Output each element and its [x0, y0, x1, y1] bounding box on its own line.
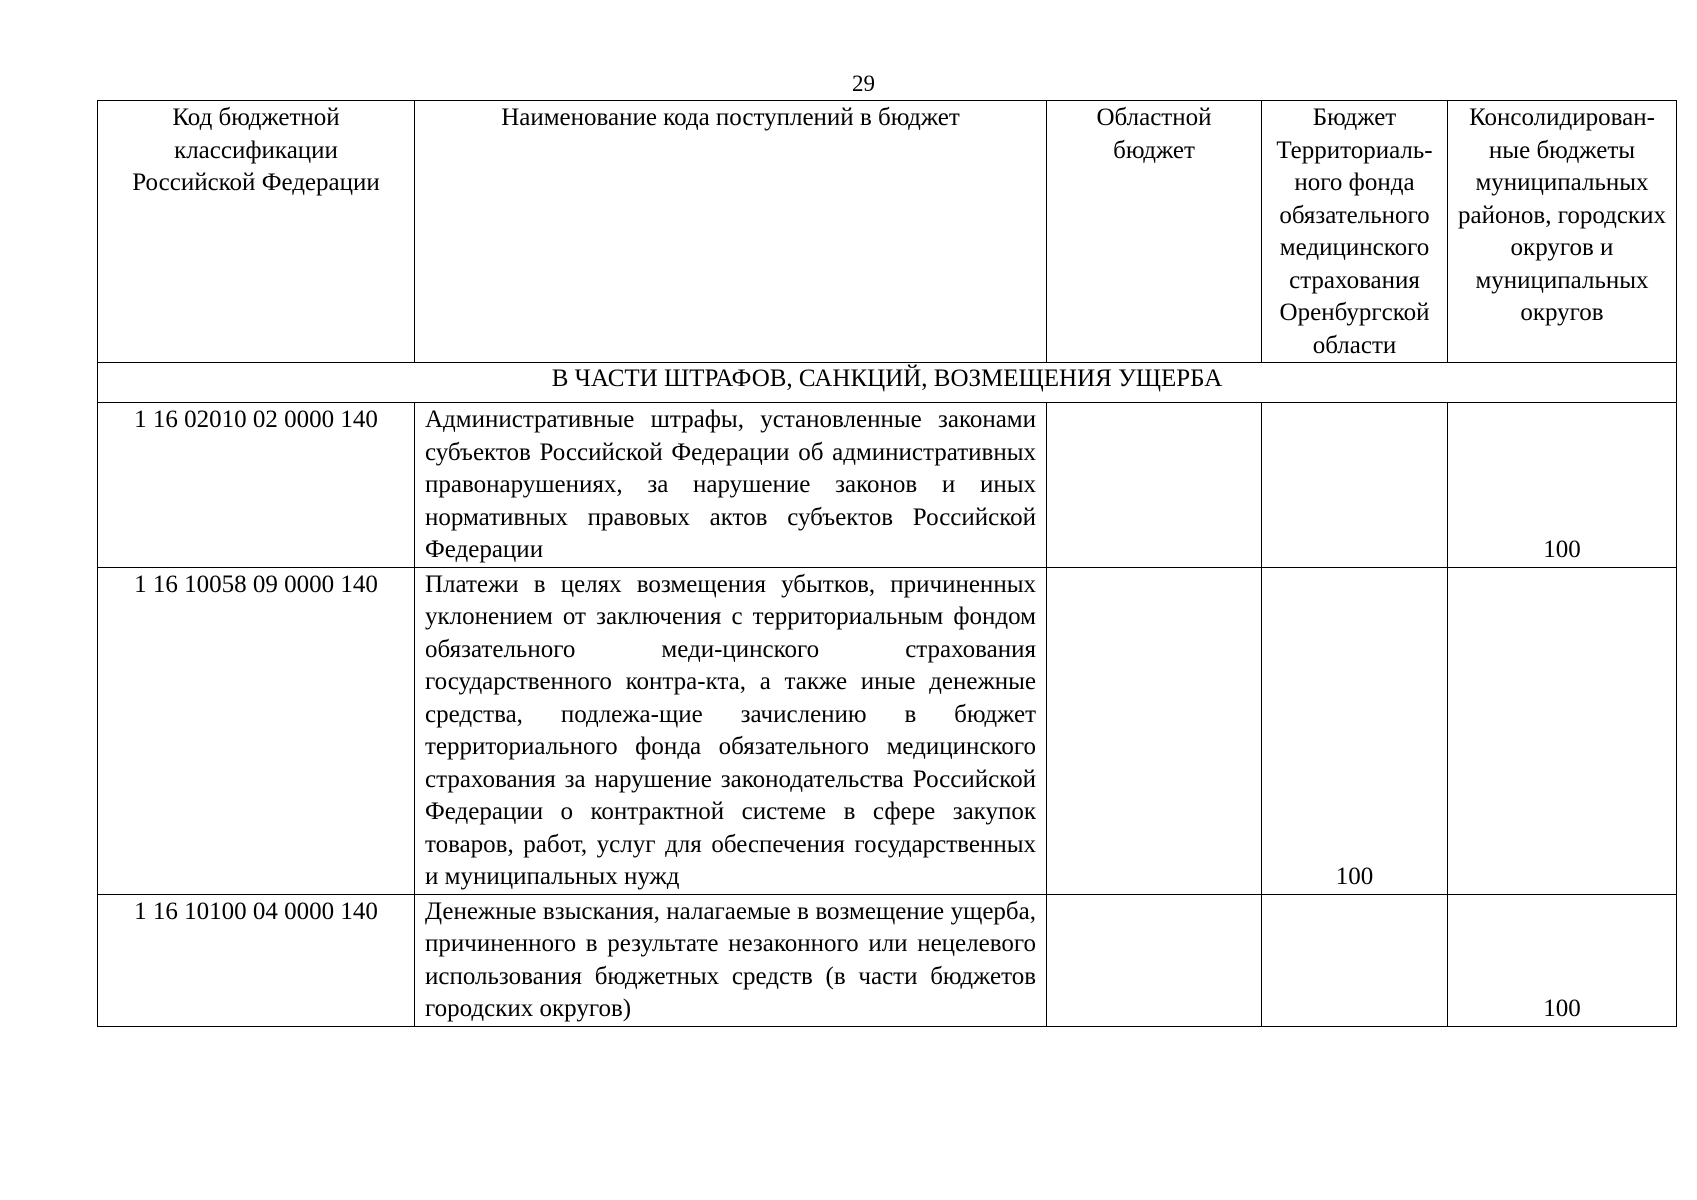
row-tfoms: [1262, 403, 1448, 568]
row-code: 1 16 10100 04 0000 140: [98, 894, 415, 1026]
header-code-label: Код бюджетной классификации Российской Федерации: [132, 104, 380, 196]
row-tfoms-value: 100: [1335, 863, 1374, 890]
row-regional: [1047, 403, 1262, 568]
table-row: [98, 567, 1677, 894]
header-tfoms: [1262, 101, 1448, 363]
header-consolidated-label: Консолидирован-ные бюджеты муниципальных районов, городских округов и муниципальных округов: [1458, 104, 1666, 326]
row-name-text: Платежи в целях возмещения убытков, причиненных уклонением от заключения с территориальным фондом обязательного меди-цинского страхования государственного контра-кта, а также иные денежные средства, подлежа-щие зачислению в бюджет территориального фонда обязательного медицинского страхования за нарушение законодательства Российской Федерации о контрактной системе в сфере закупок товаров, работ, услуг для обеспечения государственных и муниципальных нужд: [425, 570, 1036, 890]
row-regional: [1047, 567, 1262, 894]
header-regional: [1047, 101, 1262, 363]
row-code: 1 16 10058 09 0000 140: [98, 567, 415, 894]
table-row: [98, 403, 1677, 568]
section-row: [98, 363, 1677, 403]
row-consolidated: [1448, 403, 1677, 568]
header-regional-label: Областной бюджет: [1096, 104, 1212, 164]
header-consolidated: [1448, 101, 1677, 363]
row-name-text: Денежные взыскания, налагаемые в возмещение ущерба, причиненного в результате незаконного или нецелевого использования бюджетных средств (в части бюджетов городских округов): [425, 897, 1036, 1022]
row-regional: [1047, 894, 1262, 1026]
table-header-row: [98, 101, 1677, 363]
row-name-text: Административные штрафы, установленные законами субъектов Российской Федерации об административных правонарушениях, за нарушение законов и иных нормативных правовых актов субъектов Российской Федерации: [425, 406, 1036, 563]
row-name: [415, 567, 1047, 894]
row-consolidated-value: 100: [1543, 995, 1581, 1022]
header-name: [415, 101, 1047, 363]
header-tfoms-label: Бюджет Территориаль-ного фонда обязательного медицинского страхования Оренбургской области: [1276, 104, 1433, 359]
row-consolidated: [1448, 567, 1677, 894]
header-code: [98, 101, 415, 363]
row-name: [415, 403, 1047, 568]
budget-revenue-table: [97, 100, 1677, 1027]
section-title: В ЧАСТИ ШТРАФОВ, САНКЦИЙ, ВОЗМЕЩЕНИЯ УЩЕРБА: [98, 363, 1677, 403]
row-tfoms: [1262, 567, 1448, 894]
page-number: 29: [852, 71, 875, 96]
row-consolidated-value: 100: [1543, 536, 1581, 563]
row-name: [415, 894, 1047, 1026]
table-row: [98, 894, 1677, 1026]
row-tfoms: [1262, 894, 1448, 1026]
row-code: 1 16 02010 02 0000 140: [98, 403, 415, 568]
row-consolidated: [1448, 894, 1677, 1026]
header-name-label: Наименование кода поступлений в бюджет: [501, 104, 960, 131]
